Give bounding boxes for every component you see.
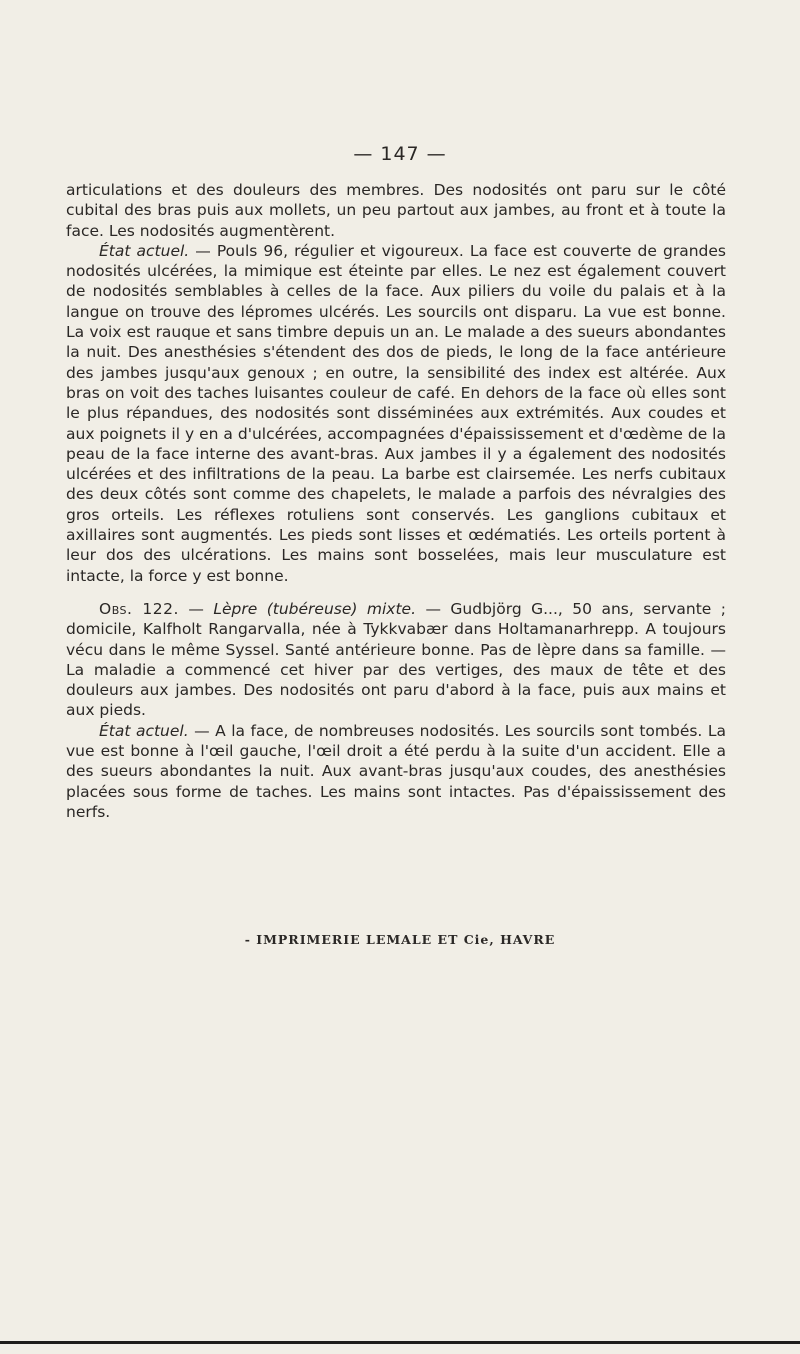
paragraph-etat-actuel-2	[66, 721, 726, 822]
paragraph-text: — A la face, de nombreuses nodosités. Les sourcils sont tombés. La vue est bonne à l'œil gauche, l'œil droit a été perdu à la suite d'un accident. Elle a des sueurs abondantes la nuit. Aux avant-bras jusqu'aux coudes, des anesthésies placées sous forme de taches. Les mains sont intactes. Pas d'épaississement des nerfs.	[66, 721, 726, 821]
section-lead: État actuel.	[99, 241, 190, 260]
paragraph-text: — Gudbjörg G..., 50 ans, servante ; domicile, Kalfholt Rangarvalla, née à Tykkvabær dans Holtamanarhrepp. A toujours vécu dans le même Syssel. Santé antérieure bonne. Pas de lèpre dans sa famille. — La maladie a commencé cet hiver par des vertiges, des maux de tête et des douleurs aux jambes. Des nodosités ont paru d'abord à la face, puis aux mains et aux pieds.	[66, 599, 727, 720]
section-lead: État actuel.	[99, 721, 189, 740]
observation-title: Lèpre (tubéreuse) mixte.	[213, 599, 417, 618]
observation-label: Obs. 122.	[99, 599, 179, 618]
paragraph-continuation	[66, 180, 726, 241]
page-number: — 147 —	[353, 143, 447, 165]
page-bottom-edge	[0, 1341, 800, 1344]
printer-imprint: - IMPRIMERIE LEMALE ET Cie, HAVRE	[244, 932, 556, 947]
paragraph-text: articulations et des douleurs des membres. Des nodosités ont paru sur le côté cubital des bras puis aux mollets, un peu partout aux jambes, au front et à toute la face. Les nodosités augmentèrent.	[66, 181, 726, 240]
paragraph-etat-actuel-1	[66, 241, 726, 586]
body-text	[66, 180, 726, 822]
observation-dash: —	[178, 599, 214, 618]
paragraph-text: — Pouls 96, régulier et vigoureux. La face est couverte de grandes nodosités ulcérées, la mimique est éteinte par elles. Le nez est également couvert de nodosités semblables à celles de la face. Aux piliers du voile du palais et à la langue on trouve des lépromes ulcérés. Les sourcils ont disparu. La vue est bonne. La voix est rauque et sans timbre depuis un an. Le malade a des sueurs abondantes la nuit. Des anesthésies s'étendent des dos de pieds, le long de la face antérieure des jambes jusqu'aux genoux ; en outre, la sensibilité des index est altérée. Aux bras on voit des taches luisantes couleur de café. En dehors de la face où elles sont le plus répandues, des nodosités sont disséminées aux extrémités. Aux coudes et aux poignets il y en a d'ulcérées, accompagnées d'épaississement et d'œdème de la peau de la face interne des avant-bras. Aux jambes il y a également des nodosités ulcérées et des infiltrations de la peau. La barbe est clairsemée. Les nerfs cubitaux des deux côtés sont comme des chapelets, le malade a parfois des névralgies des gros orteils. Les réflexes rotuliens sont conservés. Les ganglions cubitaux et axillaires sont augmentés. Les pieds sont lisses et œdématiés. Les orteils portent à leur dos des ulcérations. Les mains sont bosselées, mais leur musculature est intacte, la force y est bonne.	[66, 241, 726, 585]
paragraph-observation-122	[66, 599, 726, 721]
